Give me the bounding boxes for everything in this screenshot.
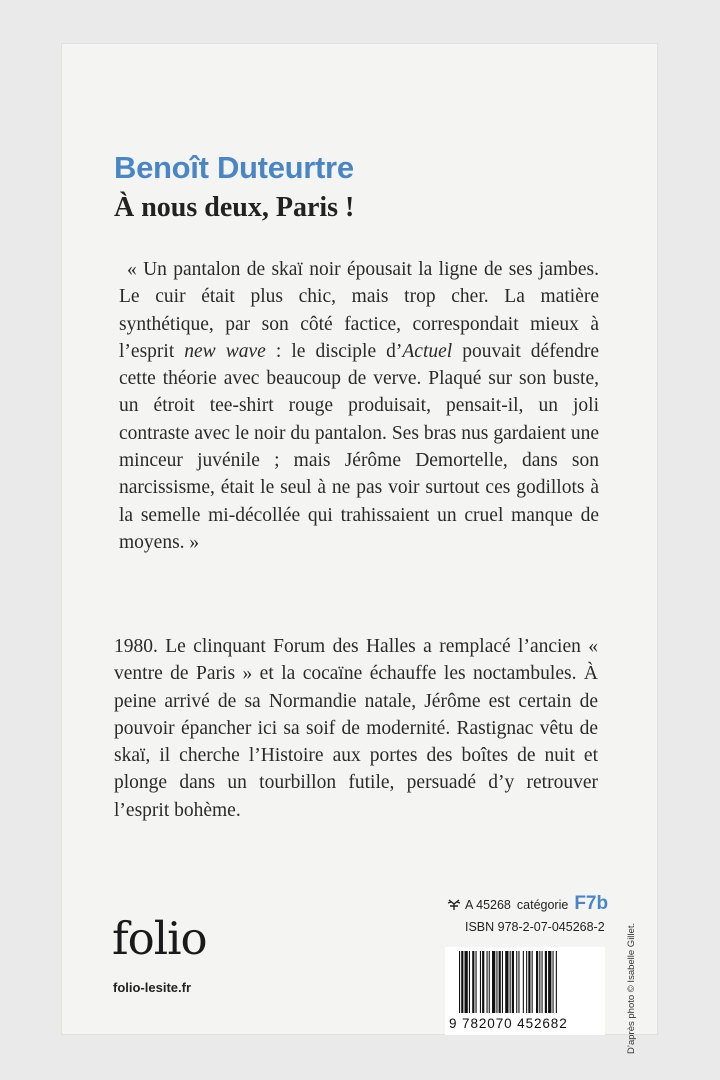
- excerpt-part-1: « Un pantalon de skaï noir épousait la ligne de ses jambes. Le cuir était plus chic, mais trop cher. La matière synthétique, par son côté factice, correspondait mieux à l’esprit: [119, 259, 599, 362]
- book-title: À nous deux, Paris !: [114, 192, 355, 223]
- isbn: ISBN 978-2-07-045268-2: [465, 920, 605, 934]
- folio-logo: folio: [112, 912, 207, 965]
- catalog-info: [447, 893, 608, 915]
- excerpt-italic-new-wave: new wave: [184, 340, 266, 362]
- back-cover: [62, 44, 657, 1054]
- category-value: F7b: [574, 893, 609, 914]
- category-label: catégorie: [516, 898, 569, 912]
- excerpt-quote: [119, 256, 599, 556]
- publisher-website: folio-lesite.fr: [113, 980, 192, 995]
- photo-credit: D’après photo © Isabelle Gillet.: [626, 922, 637, 1054]
- catalog-code: A 45268: [465, 898, 511, 912]
- book-summary: 1980. Le clinquant Forum des Halles a remplacé l’ancien « ventre de Paris » et la cocaïne échauffe les noctambules. À peine arrivé de sa Normandie natale, Jérôme est certain de pouvoir épancher ici sa soif de modernité. Rastignac vêtu de skaï, il cherche l’Histoire aux portes des boîtes de nuit et plonge dans un tourbillon futile, persuadé d’y retrouver l’esprit bohème.: [114, 636, 598, 821]
- excerpt-part-3: pouvait défendre cette théorie avec beaucoup de verve. Plaqué sur son buste, un étroit tee-shirt rouge produisait, pensait-il, un joli contraste avec le noir du pantalon. Ses bras nus gardaient une minceur juvénile ; mais Jérôme Demortelle, dans son narcissisme, était le seul à ne pas voir surtout ces godillots à la semelle mi-décollée qui trahissaient un cruel manque de moyens. »: [119, 340, 599, 553]
- barcode-digits: 9 782070 452682: [449, 1016, 568, 1031]
- excerpt-italic-actuel: Actuel: [402, 340, 453, 362]
- author-name: Benoît Duteurtre: [114, 150, 354, 185]
- excerpt-part-2: : le disciple d’: [265, 340, 403, 362]
- barcode-bars: [459, 951, 593, 1013]
- barcode: [445, 947, 605, 1035]
- publisher-mark-icon: [447, 897, 461, 911]
